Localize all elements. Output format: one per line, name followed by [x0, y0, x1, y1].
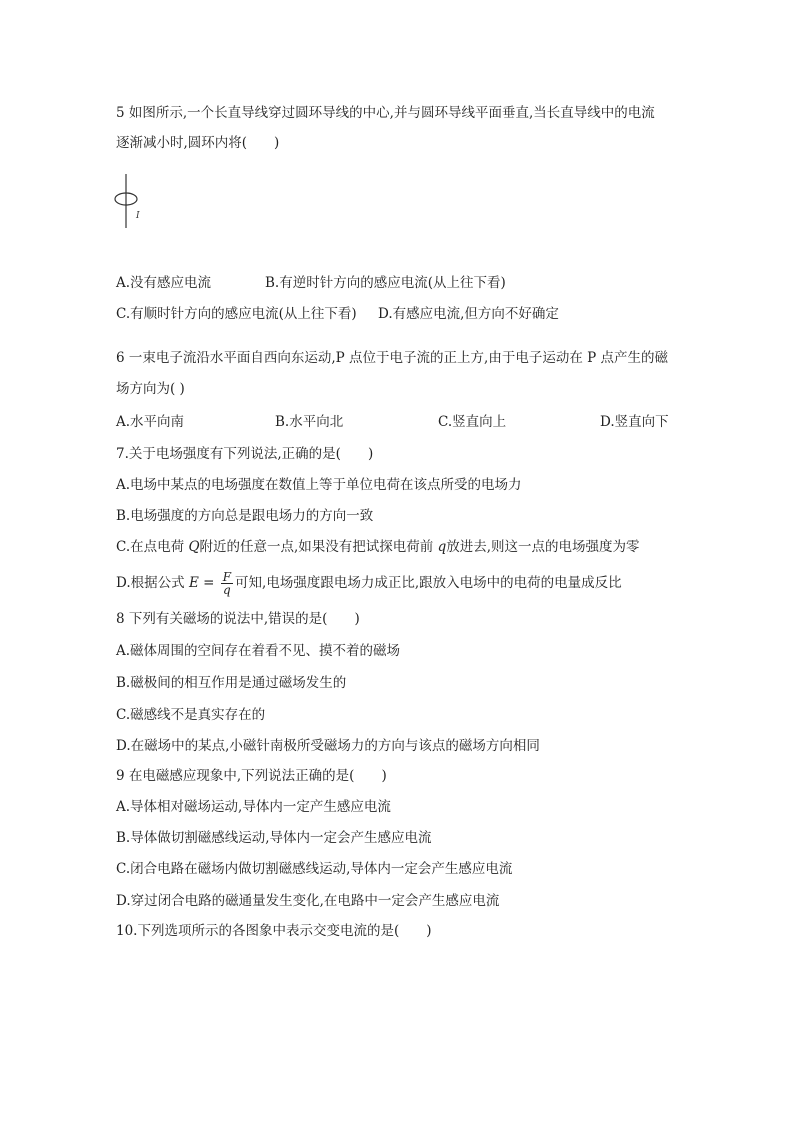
q7-option-b: B.电场强度的方向总是跟电场力的方向一致	[116, 508, 374, 524]
q9-stem: 9 在电磁感应现象中,下列说法正确的是( )	[116, 768, 387, 784]
q9-option-b: B.导体做切割磁感线运动,导体内一定会产生感应电流	[116, 830, 432, 846]
q8-stem: 8 下列有关磁场的说法中,错误的是( )	[116, 611, 360, 627]
q7-option-c-part3: 放进去,则这一点的电场强度为零	[446, 539, 640, 555]
q6-option-a: A.水平向南	[116, 414, 185, 430]
q9-option-d: D.穿过闭合电路的磁通量发生变化,在电路中一定会产生感应电流	[116, 893, 500, 909]
q7-formula-equals: =	[198, 575, 219, 591]
q7-option-c-part2: 附近的任意一点,如果没有把试探电荷前	[199, 539, 438, 555]
q7-option-c	[116, 538, 640, 556]
q5-option-c: C.有顺时针方向的感应电流(从上往下看)	[116, 306, 357, 322]
q9-option-c: C.闭合电路在磁场内做切割磁感线运动,导体内一定会产生感应电流	[116, 861, 513, 877]
q6-option-c: C.竖直向上	[438, 414, 507, 430]
q5-option-a: A.没有感应电流	[116, 275, 212, 291]
q7-option-d-part2: 可知,电场强度跟电场力成正比,跟放入电场中的电荷的电量成反比	[235, 575, 622, 591]
q10-stem: 10.下列选项所示的各图象中表示交变电流的是( )	[116, 923, 432, 939]
q8-option-c: C.磁感线不是真实存在的	[116, 707, 266, 723]
q8-option-d: D.在磁场中的某点,小磁针南极所受磁场力的方向与该点的磁场方向相同	[116, 738, 540, 754]
q8-option-a: A.磁体周围的空间存在着看不见、摸不着的磁场	[116, 643, 401, 659]
q6-stem-line1: 6 一束电子流沿水平面自西向东运动,P 点位于电子流的正上方,由于电子运动在 P 点产生的磁	[116, 350, 669, 366]
q8-option-b: B.磁极间的相互作用是通过磁场发生的	[116, 675, 347, 691]
q6-option-b: B.水平向北	[275, 414, 344, 430]
q6-option-d: D.竖直向下	[600, 414, 669, 430]
q7-stem: 7.关于电场强度有下列说法,正确的是( )	[116, 446, 374, 462]
q7-formula-fraction	[221, 571, 233, 596]
current-label: I	[136, 211, 140, 221]
q5-stem-line2: 逐渐减小时,圆环内将( )	[116, 135, 280, 151]
q6-stem-line2: 场方向为( )	[116, 381, 185, 397]
q7-fraction-numerator: F	[222, 570, 232, 584]
q7-option-d	[116, 571, 622, 596]
q7-option-c-part1: C.在点电荷	[116, 539, 189, 555]
q5-option-b: B.有逆时针方向的感应电流(从上往下看)	[265, 275, 506, 291]
q7-option-a: A.电场中某点的电场强度在数值上等于单位电荷在该点所受的电场力	[116, 477, 522, 493]
q7-fraction-denominator: q	[223, 583, 231, 597]
wire-ring-figure	[110, 170, 160, 232]
q9-option-a: A.导体相对磁场运动,导体内一定产生感应电流	[116, 799, 391, 815]
q7-option-d-part1: D.根据公式	[116, 575, 189, 591]
q5-option-d: D.有感应电流,但方向不好确定	[378, 306, 559, 322]
q7-charge-Q: Q	[188, 539, 200, 555]
q7-charge-q: q	[437, 539, 447, 555]
q5-stem-line1: 5 如图所示,一个长直导线穿过圆环导线的中心,并与圆环导线平面垂直,当长直导线中的电流	[116, 105, 655, 121]
q7-formula-E: E	[188, 575, 199, 591]
